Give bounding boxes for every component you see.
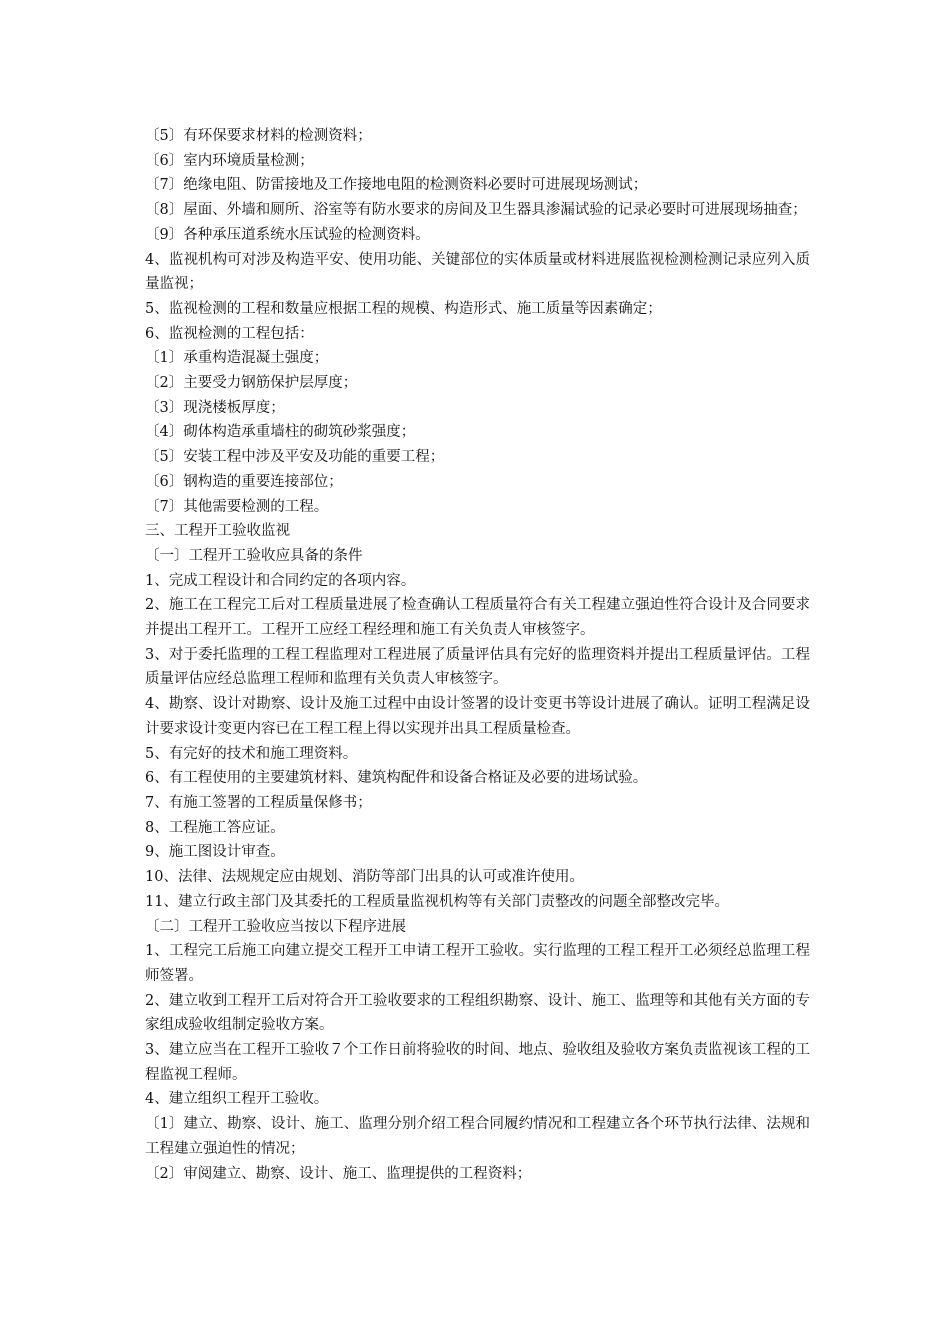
paragraph: 11、建立行政主部门及其委托的工程质量监视机构等有关部门责整改的问题全部整改完毕。 xyxy=(145,893,729,910)
subsection-heading: 〔一〕工程开工验收应具备的条件 xyxy=(145,547,363,564)
paragraph: 〔5〕安装工程中涉及平安及功能的重要工程； xyxy=(145,449,445,466)
paragraph: 1、工程完工后施工向建立提交工程开工申请工程开工验收。实行监理的工程工程开工必须经总监理工程师签署。 xyxy=(145,943,810,984)
paragraph: 7、有施工签署的工程质量保修书； xyxy=(145,794,372,811)
paragraph: 1、完成工程设计和合同约定的各项内容。 xyxy=(145,572,416,589)
section-heading: 三、工程开工验收监视 xyxy=(145,523,290,540)
paragraph: 6、有工程使用的主要建筑材料、建筑构配件和设备合格证及必要的进场试验。 xyxy=(145,770,648,787)
document-page xyxy=(145,124,810,1186)
paragraph: 4、建立组织工程开工验收。 xyxy=(145,1091,329,1108)
paragraph: 2、建立收到工程开工后对符合开工验收要求的工程组织勘察、设计、施工、监理等和其他有关方面的专家组成验收组制定验收方案。 xyxy=(145,992,810,1034)
paragraph: 〔4〕砌体构造承重墙柱的砌筑砂浆强度； xyxy=(145,424,416,441)
paragraph: 4、勘察、设计对勘察、设计及施工过程中由设计签署的设计变更书等设计进展了确认。证明工程满足设计要求设计变更内容已在工程工程上得以实现并出具工程质量检查。 xyxy=(145,696,810,737)
paragraph: 2、施工在工程完工后对工程质量进展了检查确认工程质量符合有关工程建立强迫性符合设计及合同要求并提出工程开工。工程开工应经工程经理和施工有关负责人审核签字。 xyxy=(145,597,810,639)
paragraph: 〔5〕有环保要求材料的检测资料； xyxy=(145,128,372,144)
paragraph: 〔7〕其他需要检测的工程。 xyxy=(145,498,329,515)
paragraph: 〔7〕绝缘电阻、防雷接地及工作接地电阻的检测资料必要时可进展现场测试； xyxy=(145,177,648,194)
subsection-heading: 〔二〕工程开工验收应当按以下程序进展 xyxy=(145,918,406,935)
paragraph: 〔3〕现浇楼板厚度； xyxy=(145,399,285,416)
paragraph: 8、工程施工答应证。 xyxy=(145,819,285,836)
paragraph: 5、有完好的技术和施工理资料。 xyxy=(145,745,358,762)
paragraph: 3、对于委托监理的工程工程监理对工程进展了质量评估具有完好的监理资料并提出工程质量评估。工程质量评估应经总监理工程师和监理有关负责人审核签字。 xyxy=(145,646,810,688)
paragraph: 〔9〕各种承压道系统水压试验的检测资料。 xyxy=(145,226,430,243)
paragraph: 9、施工图设计审查。 xyxy=(145,844,285,861)
paragraph: 〔2〕主要受力钢筋保护层厚度； xyxy=(145,375,358,392)
paragraph: 3、建立应当在工程开工验收７个工作日前将验收的时间、地点、验收组及验收方案负责监视该工程的工程监视工程师。 xyxy=(145,1042,810,1083)
paragraph: 〔2〕审阅建立、勘察、设计、施工、监理提供的工程资料； xyxy=(145,1165,532,1182)
paragraph: 〔1〕承重构造混凝土强度； xyxy=(145,350,329,367)
paragraph: 4、监视机构可对涉及构造平安、使用功能、关键部位的实体质量或材料进展监视检测检测记录应列入质量监视； xyxy=(145,251,810,293)
paragraph: 〔8〕屋面、外墙和厕所、浴室等有防水要求的房间及卫生器具渗漏试验的记录必要时可进展现场抽查； xyxy=(145,202,807,219)
paragraph: 6、监视检测的工程包括： xyxy=(145,325,314,342)
paragraph: 5、监视检测的工程和数量应根据工程的规模、构造形式、施工质量等因素确定； xyxy=(145,300,662,317)
paragraph: 〔1〕建立、勘察、设计、施工、监理分别介绍工程合同履约情况和工程建立各个环节执行法律、法规和工程建立强迫性的情况； xyxy=(145,1116,810,1157)
paragraph: 〔6〕钢构造的重要连接部位； xyxy=(145,473,343,490)
paragraph: 〔6〕室内环境质量检测； xyxy=(145,152,314,169)
paragraph: 10、法律、法规规定应由规划、消防等部门出具的认可或准许使用。 xyxy=(145,869,584,886)
